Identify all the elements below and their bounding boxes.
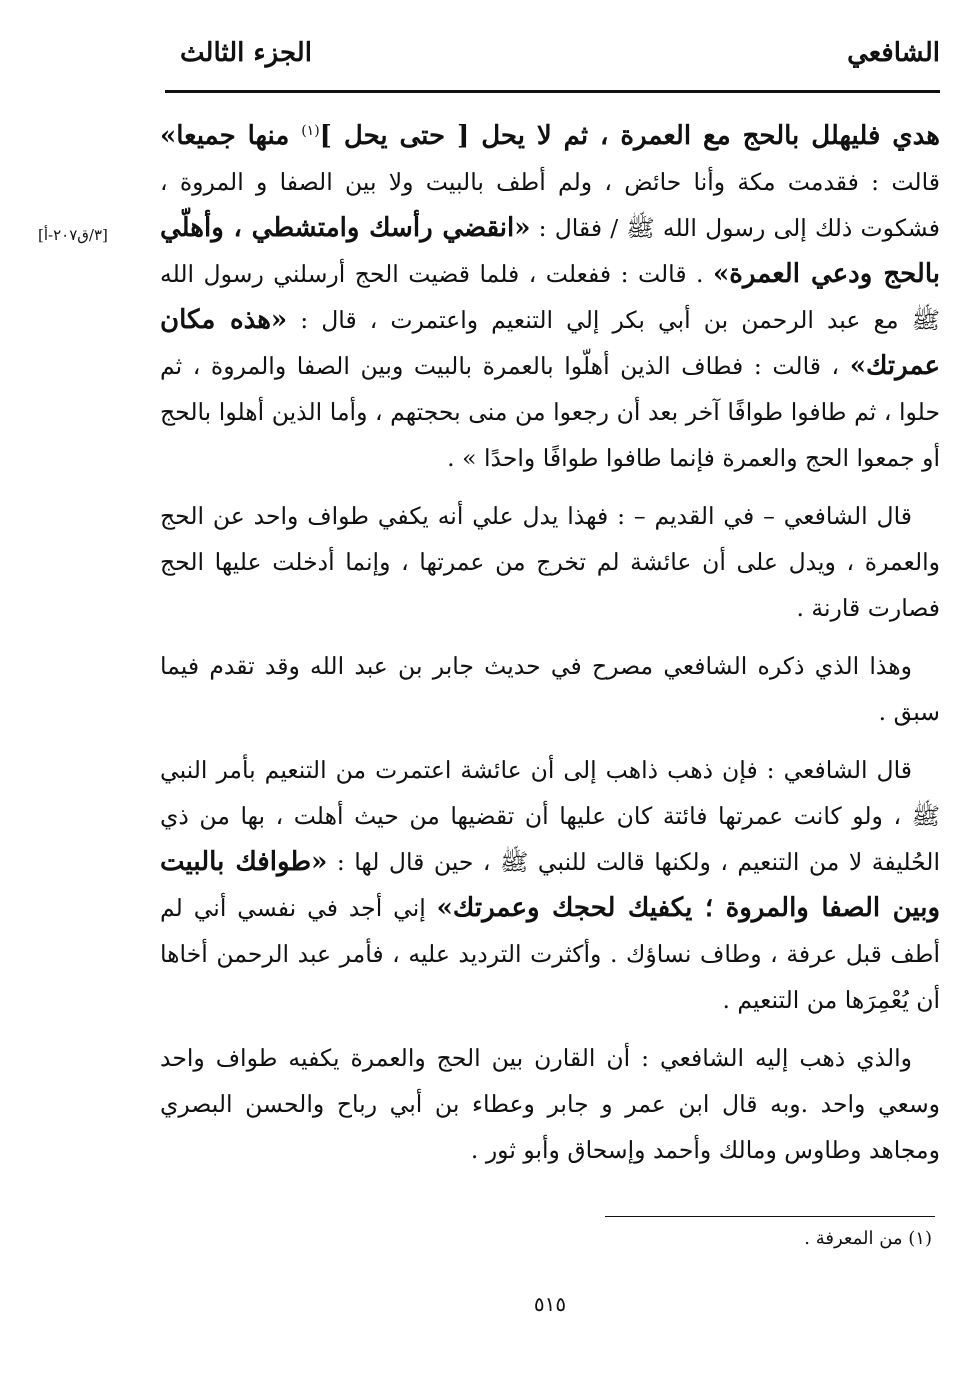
footnote: (١) من المعرفة . — [804, 1228, 932, 1249]
page-number: ٥١٥ — [533, 1292, 567, 1316]
book-title: الشافعي — [847, 38, 940, 68]
paragraph — [160, 493, 940, 631]
manuscript-folio-note: [٣/ق٢٠٧-أ] — [38, 226, 108, 244]
footnote-marker: (١) — [301, 123, 320, 139]
paragraph — [160, 108, 940, 481]
hadith-quote: «انقضي رأسك وامتشطي ، وأهلّي بالحج ودعي العمرة» — [160, 212, 941, 289]
text-run: ، قالت : فطاف الذين أهلّوا بالعمرة بالبيت وبين الصفا والمروة ، ثم حلوا ، ثم طافوا طوافًا آخر بعد أن رجعوا من منى بحجتهم ، وأما الذين أهلوا بالحج أو جمعوا الحج والعمرة فإنما طافوا طوافًا واحدًا » . — [160, 351, 940, 472]
text-run: . قالت : ففعلت ، فلما قضيت الحج أرسلني رسول الله ﷺ مع عبد الرحمن بن أبي بكر إلي التنعيم واعتمرت ، قال : — [160, 259, 940, 334]
hadith-quote: «طوافك بالبيت وبين الصفا والمروة ؛ يكفيك لحجك وعمرتك» — [160, 846, 940, 923]
paragraph — [160, 747, 940, 1023]
paragraph — [160, 643, 940, 735]
text-run: قال الشافعي – في القديم – : فهذا يدل علي أنه يكفي طواف واحد عن الحج والعمرة ، ويدل على أن عائشة لم تخرج من عمرتها ، وإنما أدخلت عليها الحج فصارت قارنة . — [160, 501, 940, 622]
hadith-quote: «هذه مكان عمرتك» — [160, 304, 940, 381]
text-run: قالت : فقدمت مكة وأنا حائض ، ولم أطف بالبيت ولا بين الصفا و المروة ، فشكوت ذلك إلى رسول الله ﷺ / فقال : — [160, 167, 940, 242]
page-header — [165, 38, 940, 82]
text-run: وهذا الذي ذكره الشافعي مصرح في حديث جابر بن عبد الله وقد تقدم فيما سبق . — [160, 651, 940, 726]
header-rule — [165, 90, 940, 93]
text-run: إني أجد في نفسي أني لم أطف قبل عرفة ، وطاف نساؤك . وأكثرت الترديد عليه ، فأمر عبد الرحمن أخاها أن يُعْمِرَها من التنعيم . — [160, 893, 940, 1014]
footnote-rule — [605, 1216, 935, 1217]
paragraph — [160, 1035, 940, 1173]
hadith-quote: هدي فليهلل بالحج مع العمرة ، ثم لا يحل [ حتى يحل ] — [319, 120, 941, 151]
text-run: والذي ذهب إليه الشافعي : أن القارن بين الحج والعمرة يكفيه طواف واحد وسعي واحد .وبه قال ابن عمر و جابر وعطاء بن أبي رباح والحسن البصري ومجاهد وطاوس ومالك وأحمد وإسحاق وأبو ثور . — [160, 1043, 940, 1164]
hadith-quote: منها جميعا» — [160, 120, 302, 151]
main-text — [160, 108, 940, 1185]
volume-title: الجزء الثالث — [180, 38, 312, 68]
text-run: قال الشافعي : فإن ذهب ذاهب إلى أن عائشة اعتمرت من التنعيم بأمر النبي ﷺ ، ولو كانت عمرتها فائتة كان عليها أن تقضيها من حيث أهلت ، بها من ذي الحُليفة لا من التنعيم ، ولكنها قالت للنبي ﷺ ، حين قال لها : — [160, 755, 940, 876]
